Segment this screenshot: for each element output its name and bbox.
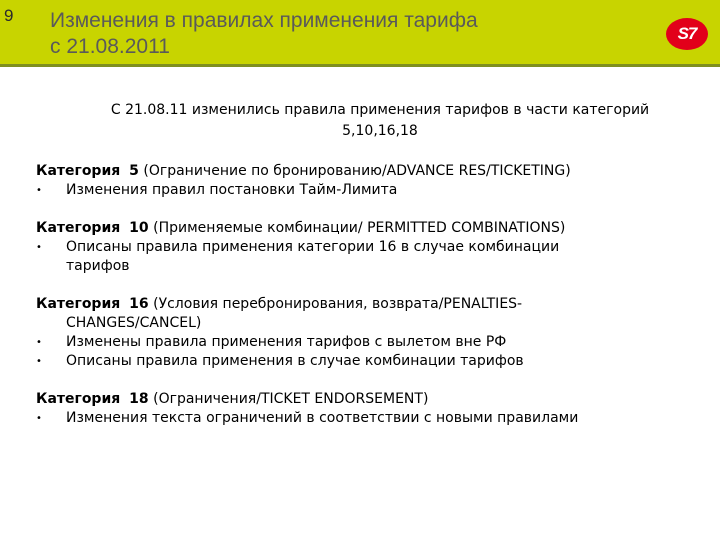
bullet-text: Изменены правила применения тарифов с вылетом вне РФ xyxy=(66,334,507,350)
intro-line-2: 5,10,16,18 xyxy=(342,123,418,139)
category-description: (Ограничения/TICKET ENDORSEMENT) xyxy=(153,391,429,407)
category-label: Категория xyxy=(36,163,121,179)
category-heading xyxy=(36,390,696,409)
category-heading xyxy=(36,162,696,181)
logo-text: S7 xyxy=(677,24,697,43)
category-heading xyxy=(36,295,636,333)
category-label: Категория xyxy=(36,296,121,312)
category-description: (Условия перебронирования, возврата/PENALTIES-CHANGES/CANCEL) xyxy=(66,296,523,331)
category-section-5 xyxy=(36,162,696,200)
slide-number: 9 xyxy=(4,6,14,25)
slide-title xyxy=(50,8,610,60)
category-label: Категория xyxy=(36,220,121,236)
bullet-icon: • xyxy=(36,356,42,367)
bullet-icon: • xyxy=(36,185,42,196)
list-item xyxy=(36,352,636,371)
bullet-icon: • xyxy=(36,242,42,253)
bullet-text: Описаны правила применения в случае комбинации тарифов xyxy=(66,353,524,369)
category-section-16 xyxy=(36,295,636,371)
category-label: Категория xyxy=(36,391,121,407)
slide-title-line-1: Изменения в правилах применения тарифа xyxy=(50,9,478,32)
list-item xyxy=(36,333,636,352)
bullet-text: Изменения правил постановки Тайм-Лимита xyxy=(66,182,398,198)
category-description: (Ограничение по бронированию/ADVANCE RES/TICKETING) xyxy=(143,163,571,179)
bullet-icon: • xyxy=(36,413,42,424)
bullet-text: Описаны правила применения категории 16 в случае комбинации тарифов xyxy=(66,239,560,274)
list-item xyxy=(36,409,696,428)
bullet-icon: • xyxy=(36,337,42,348)
category-number: 18 xyxy=(129,391,149,407)
category-number: 5 xyxy=(129,163,139,179)
intro-line-1: С 21.08.11 изменились правила применения тарифов в части категорий xyxy=(110,102,650,118)
list-item xyxy=(36,181,696,200)
bullet-text: Изменения текста ограничений в соответствии с новыми правилами xyxy=(66,410,579,426)
category-section-10 xyxy=(36,219,696,276)
list-item xyxy=(36,238,626,276)
intro-paragraph xyxy=(60,100,700,142)
category-number: 10 xyxy=(129,220,149,236)
category-number: 16 xyxy=(129,296,149,312)
category-section-18 xyxy=(36,390,696,428)
slide-title-line-2: с 21.08.2011 xyxy=(50,35,170,58)
header-divider xyxy=(0,64,720,67)
s7-logo xyxy=(666,18,708,50)
category-description: (Применяемые комбинации/ PERMITTED COMBINATIONS) xyxy=(153,220,566,236)
category-heading xyxy=(36,219,696,238)
